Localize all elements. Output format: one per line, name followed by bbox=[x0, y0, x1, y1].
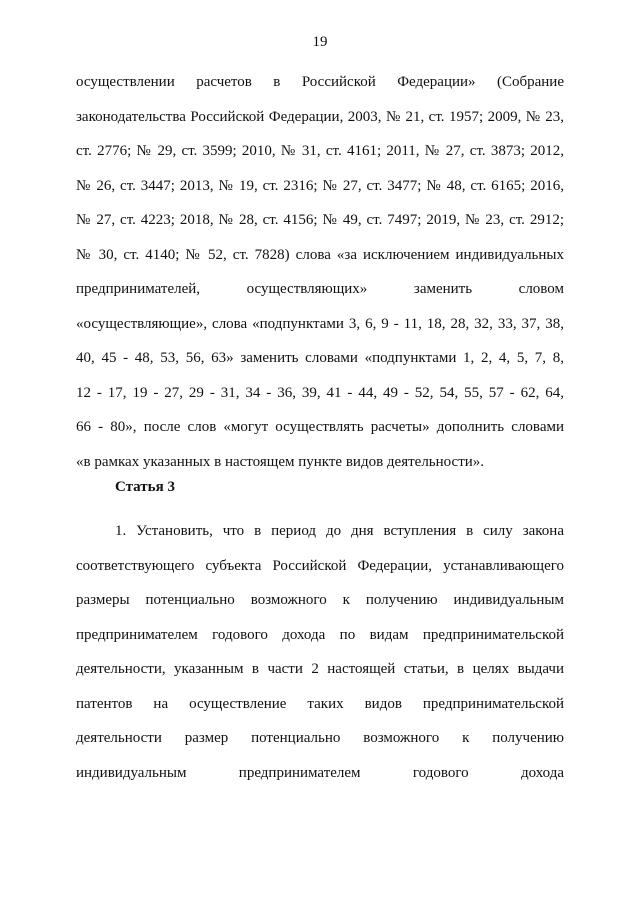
text-line: № 27, ст. 4223; 2018, № 28, ст. 4156; № 49, ст. 7497; 2019, № 23, ст. 2912; bbox=[76, 212, 564, 228]
text-line: деятельности, указанным в части 2 настоящей статьи, в целях выдачи bbox=[76, 661, 564, 677]
text-line: соответствующего субъекта Российской Федерации, устанавливающего bbox=[76, 557, 564, 574]
text-line: осуществлении расчетов в Российской Федерации» (Собрание bbox=[76, 74, 564, 90]
text-line: предпринимателем годового дохода по видам предпринимательской bbox=[76, 626, 564, 643]
text-line: «осуществляющие», слова «подпунктами 3, 6, 9 - 11, 18, 28, 32, 33, 37, 38, bbox=[76, 315, 564, 332]
text-line: ст. 2776; № 29, ст. 3599; 2010, № 31, ст. 4161; 2011, № 27, ст. 3873; 2012, bbox=[76, 143, 564, 159]
text-line: индивидуальным предпринимателем годового дохода bbox=[76, 764, 564, 781]
text-line: 1. Установить, что в период до дня вступления в силу закона bbox=[115, 523, 564, 539]
page-number: 19 bbox=[312, 34, 328, 50]
text-line: 12 - 17, 19 - 27, 29 - 31, 34 - 36, 39, 41 - 44, 49 - 52, 54, 55, 57 - 62, 64, bbox=[76, 384, 564, 401]
text-line: законодательства Российской Федерации, 2003, № 21, ст. 1957; 2009, № 23, bbox=[76, 108, 564, 125]
article-heading: Статья 3 bbox=[115, 479, 175, 495]
text-line: патентов на осуществление таких видов предпринимательской bbox=[76, 695, 564, 712]
text-line: «в рамках указанных в настоящем пункте видов деятельности». bbox=[76, 453, 485, 470]
text-line: № 26, ст. 3447; 2013, № 19, ст. 2316; № 27, ст. 3477; № 48, ст. 6165; 2016, bbox=[76, 177, 564, 194]
text-line: 40, 45 - 48, 53, 56, 63» заменить словами «подпунктами 1, 2, 4, 5, 7, 8, bbox=[76, 350, 564, 366]
text-line: размеры потенциально возможного к получению индивидуальным bbox=[76, 592, 564, 608]
paragraph-amendment bbox=[76, 73, 564, 487]
text-line: 66 - 80», после слов «могут осуществлять расчеты» дополнить словами bbox=[76, 419, 564, 435]
paragraph-article-3 bbox=[76, 522, 564, 798]
text-line: № 30, ст. 4140; № 52, ст. 7828) слова «за исключением индивидуальных bbox=[76, 246, 564, 263]
text-line: деятельности размер потенциально возможного к получению bbox=[76, 730, 564, 746]
text-line: предпринимателей, осуществляющих» заменить словом bbox=[76, 281, 564, 297]
